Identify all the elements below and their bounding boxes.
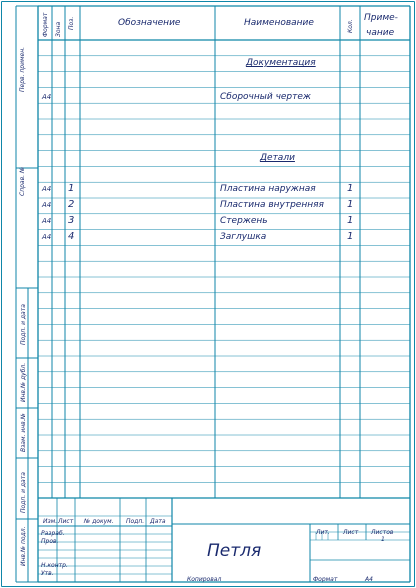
side-label-sign-date: Подп. и дата — [20, 472, 27, 513]
header-qty: Кол. — [347, 19, 354, 33]
header-note-line1: Приме- — [364, 13, 398, 23]
row-format: A4 — [42, 93, 52, 101]
side-label-inv-orig: Инв.№ подл. — [20, 526, 27, 566]
row-qty: 1 — [347, 231, 354, 242]
tb-n-kontr: Н.контр. — [41, 562, 68, 569]
row-qty: 1 — [347, 215, 354, 226]
tb-lit: Лит. — [316, 529, 330, 536]
row-format: A4 — [42, 201, 52, 209]
header-note-line2: чание — [366, 28, 395, 38]
side-label-ref-no: Справ. № — [19, 166, 26, 196]
side-label-first-use: Перв. примен. — [19, 46, 26, 92]
tb-prov: Пров. — [41, 538, 59, 545]
tb-sheets-value: 1 — [381, 536, 385, 543]
row-format: A4 — [42, 217, 52, 225]
row-pos: 4 — [68, 231, 75, 242]
tb-col-doc: № докум. — [84, 518, 114, 525]
row-name: Стержень — [220, 216, 268, 226]
tb-sheets: Листов — [371, 529, 394, 536]
tb-col-data: Дата — [150, 518, 166, 525]
section-documentation: Документация — [246, 58, 316, 68]
side-label-sign-date: Подп. и дата — [20, 304, 27, 345]
tb-utv: Утв. — [41, 570, 54, 577]
row-name: Сборочный чертеж — [220, 92, 312, 102]
footer-format-value: A4 — [365, 576, 373, 583]
tb-col-izm: Изм. — [43, 518, 58, 525]
header-name: Наименование — [244, 18, 314, 28]
row-pos: 2 — [68, 199, 75, 210]
row-qty: 1 — [347, 183, 354, 194]
row-pos: 3 — [68, 215, 75, 226]
header-pos: Поз. — [68, 16, 75, 30]
header-format: Формат — [42, 12, 49, 37]
footer-format-label: Формат — [313, 576, 338, 583]
tb-title: Петля — [207, 541, 262, 561]
tb-col-podp: Подп. — [126, 518, 145, 525]
section-details: Детали — [260, 153, 295, 163]
side-label-inv-dupl: Инв.№ дубл. — [20, 362, 27, 402]
header-zone: Зона — [55, 21, 62, 37]
tb-razrab: Разраб. — [41, 530, 65, 537]
row-qty: 1 — [347, 199, 354, 210]
row-format: A4 — [42, 233, 52, 241]
tb-sheet: Лист — [343, 529, 359, 536]
tb-col-list: Лист — [58, 518, 74, 525]
row-name: Заглушка — [220, 232, 267, 242]
row-pos: 1 — [68, 183, 75, 194]
row-name: Пластина наружная — [220, 184, 316, 194]
row-name: Пластина внутренняя — [220, 200, 324, 210]
side-label-replace-inv: Взам. инв.№ — [20, 413, 27, 452]
header-designation: Обозначение — [118, 18, 181, 28]
row-format: A4 — [42, 185, 52, 193]
footer-copied: Копировал — [187, 576, 222, 583]
